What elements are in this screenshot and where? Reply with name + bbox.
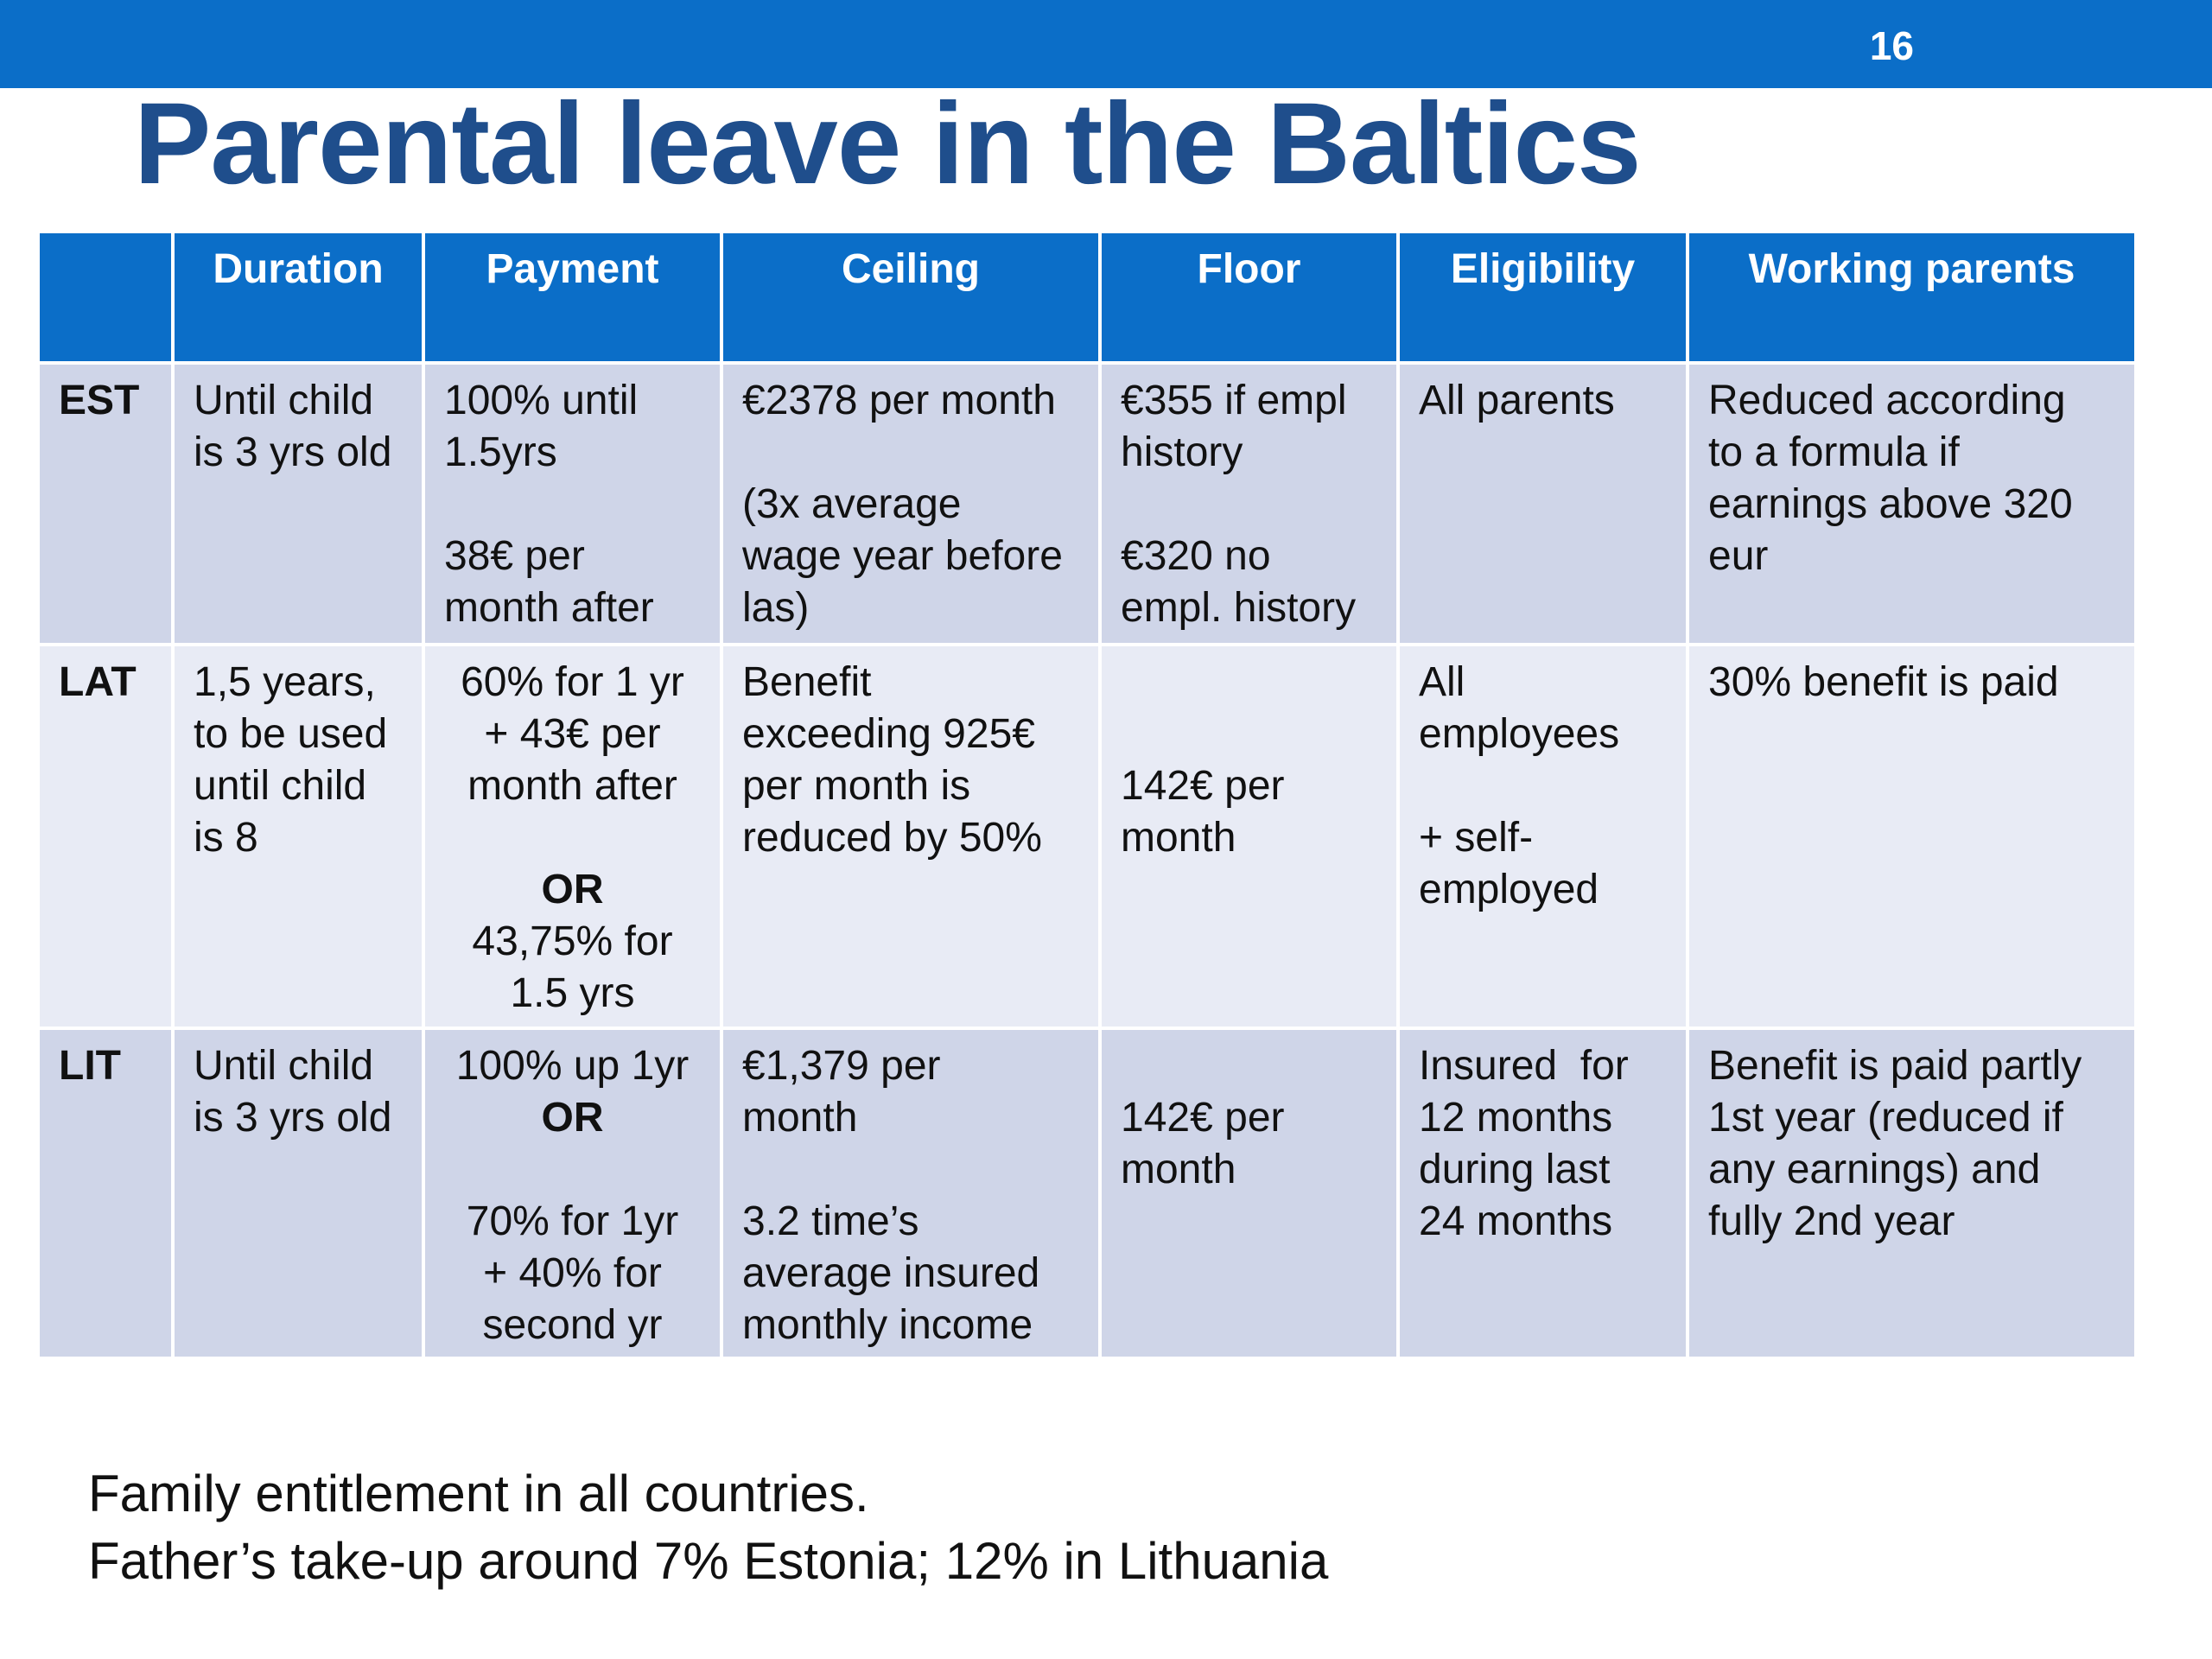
cell-floor-est [1100, 363, 1398, 645]
header-payment: Payment [423, 233, 721, 363]
text-line: 1,5 years, [194, 659, 376, 705]
text-line: Benefit is paid partly [1708, 1043, 2082, 1089]
text-line: earnings above 320 [1708, 481, 2073, 527]
text-line: month [1121, 815, 1236, 861]
top-bar [0, 0, 2212, 88]
text-line: wage year before [742, 533, 1063, 579]
cell-working-lat [1688, 645, 2134, 1028]
text-line: is 3 yrs old [194, 429, 392, 475]
text-line: €2378 per month [742, 378, 1056, 423]
slide-title: Parental leave in the Baltics [134, 79, 1641, 208]
cell-floor-lit [1100, 1028, 1398, 1358]
text-line: 142€ per [1121, 1095, 1285, 1141]
text-line: history [1121, 429, 1243, 475]
text-line: 38€ per [444, 533, 585, 579]
cell-eligibility-est [1398, 363, 1688, 645]
text-line: 142€ per [1121, 763, 1285, 809]
text-line: month after [444, 585, 654, 631]
text-line: Until child [194, 378, 374, 423]
text-line: 100% until [444, 378, 639, 423]
spacer [742, 427, 1079, 479]
spacer [444, 1144, 701, 1196]
text-line: 1.5yrs [444, 429, 557, 475]
text-line: 60% for 1 yr [461, 659, 684, 705]
cell-payment-lat [423, 645, 721, 1028]
text-line: 1.5 yrs [510, 970, 635, 1016]
text-line: Insured for [1419, 1043, 1629, 1089]
cell-duration-lit [173, 1028, 423, 1358]
spacer [444, 479, 701, 531]
footer-line-2: Father’s take-up around 7% Estonia; 12% in Lithuania [88, 1532, 1329, 1590]
text-line: €355 if empl [1121, 378, 1347, 423]
header-working-parents: Working parents [1688, 233, 2134, 363]
cell-floor-lat [1100, 645, 1398, 1028]
text-line: 30% benefit is paid [1708, 659, 2059, 705]
footer-line-1: Family entitlement in all countries. [88, 1465, 869, 1522]
text-line: fully 2nd year [1708, 1198, 1955, 1244]
text-line: (3x average [742, 481, 962, 527]
text-line: employed [1419, 867, 1599, 912]
text-line: second yr [482, 1302, 663, 1348]
spacer [1419, 760, 1667, 812]
text-line: 1st year (reduced if [1708, 1095, 2063, 1141]
text-line: month [742, 1095, 858, 1141]
text-line: any earnings) and [1708, 1147, 2041, 1192]
text-line: Until child [194, 1043, 374, 1089]
text-line: average insured [742, 1250, 1040, 1296]
cell-payment-est [423, 363, 721, 645]
text-line: during last [1419, 1147, 1611, 1192]
text-line: month after [467, 763, 677, 809]
text-line: is 8 [194, 815, 258, 861]
cell-eligibility-lat [1398, 645, 1688, 1028]
text-line: monthly income [742, 1302, 1033, 1348]
header-ceiling: Ceiling [721, 233, 1100, 363]
text-line: empl. history [1121, 585, 1357, 631]
spacer [1121, 479, 1377, 531]
cell-ceiling-lit [721, 1028, 1100, 1358]
text-line: 100% up 1yr [455, 1043, 690, 1089]
cell-working-lit [1688, 1028, 2134, 1358]
cell-country-est: EST [40, 363, 173, 645]
cell-country-lat: LAT [40, 645, 173, 1028]
text-line: Benefit [742, 659, 872, 705]
text-line: €320 no [1121, 533, 1271, 579]
text-line: until child [194, 763, 367, 809]
text-line: eur [1708, 533, 1769, 579]
parental-leave-table [40, 233, 2134, 1360]
text-line: 3.2 time’s [742, 1198, 919, 1244]
text-line: All [1419, 659, 1465, 705]
table-row-lat [40, 645, 2134, 1028]
cell-duration-est [173, 363, 423, 645]
cell-payment-lit [423, 1028, 721, 1358]
spacer [1121, 657, 1377, 709]
text-line: to a formula if [1708, 429, 1960, 475]
text-line: All parents [1419, 378, 1615, 423]
text-line: employees [1419, 711, 1620, 757]
cell-country-lit: LIT [40, 1028, 173, 1358]
header-country [40, 233, 173, 363]
text-line: + 43€ per [484, 711, 661, 757]
cell-ceiling-lat [721, 645, 1100, 1028]
text-line: 24 months [1419, 1198, 1613, 1244]
footer-notes [88, 1460, 1328, 1595]
cell-eligibility-lit [1398, 1028, 1688, 1358]
text-line: 43,75% for [472, 918, 673, 964]
table-header-row [40, 233, 2134, 363]
text-line: month [1121, 1147, 1236, 1192]
text-line: exceeding 925€ [742, 711, 1035, 757]
spacer [444, 812, 701, 864]
spacer [1121, 709, 1377, 760]
or-label: OR [541, 867, 604, 912]
text-line: reduced by 50% [742, 815, 1042, 861]
text-line: 12 months [1419, 1095, 1613, 1141]
cell-working-est [1688, 363, 2134, 645]
table-row-est [40, 363, 2134, 645]
spacer [742, 1144, 1079, 1196]
slide-number: 16 [1869, 23, 1914, 68]
cell-duration-lat [173, 645, 423, 1028]
text-line: €1,379 per [742, 1043, 941, 1089]
text-line: 70% for 1yr [466, 1198, 679, 1244]
text-line: + 40% for [483, 1250, 662, 1296]
table-row-lit [40, 1028, 2134, 1358]
header-eligibility: Eligibility [1398, 233, 1688, 363]
text-line: Reduced according [1708, 378, 2066, 423]
text-line: + self- [1419, 815, 1534, 861]
text-line: per month is [742, 763, 971, 809]
text-line: las) [742, 585, 810, 631]
spacer [1121, 1040, 1377, 1092]
text-line: to be used [194, 711, 388, 757]
text-line: is 3 yrs old [194, 1095, 392, 1141]
or-label: OR [541, 1095, 604, 1141]
header-duration: Duration [173, 233, 423, 363]
cell-ceiling-est [721, 363, 1100, 645]
header-floor: Floor [1100, 233, 1398, 363]
